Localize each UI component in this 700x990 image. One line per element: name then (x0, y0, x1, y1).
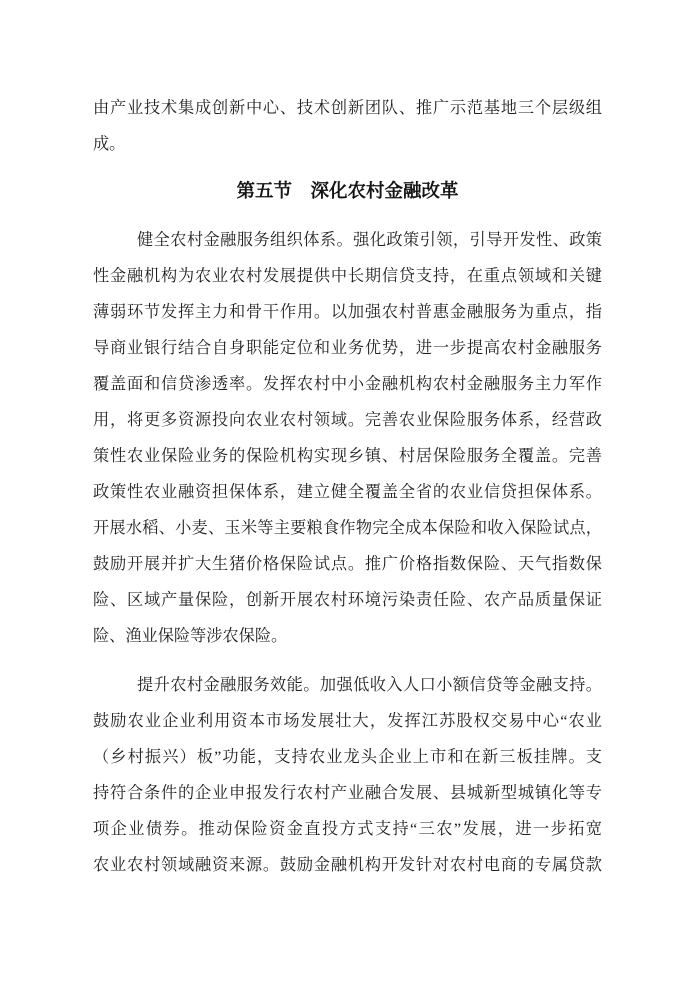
text-line: 开展水稻、小麦、玉米等主要粮食作物完全成本保险和收入保险试点， (93, 519, 602, 537)
paragraph-finance-system (93, 222, 602, 654)
text-line: 鼓励开展并扩大生猪价格保险试点。推广价格指数保险、天气指数保 (93, 555, 602, 573)
text-line: 成。 (93, 135, 126, 153)
paragraph-continuation (93, 90, 602, 162)
text-line: 覆盖面和信贷渗透率。发挥农村中小金融机构农村金融服务主力军作 (93, 375, 602, 393)
text-line: （乡村振兴）板”功能，支持农业龙头企业上市和在新三板挂牌。支 (93, 748, 602, 766)
text-line: 险、渔业保险等涉农保险。 (93, 627, 288, 645)
text-line: 导商业银行结合自身职能定位和业务优势，进一步提高农村金融服务 (93, 339, 602, 357)
text-line: 用，将更多资源投向农业农村领域。完善农业保险服务体系，经营政 (93, 411, 602, 429)
text-line: 提升农村金融服务效能。加强低收入人口小额信贷等金融支持。 (137, 676, 602, 694)
text-line: 薄弱环节发挥主力和骨干作用。以加强农村普惠金融服务为重点，指 (93, 303, 602, 321)
text-line: 项企业债券。推动保险资金直投方式支持“三农”发展，进一步拓宽 (93, 820, 602, 838)
text-line: 由产业技术集成创新中心、技术创新团队、推广示范基地三个层级组 (93, 99, 602, 117)
text-line: 政策性农业融资担保体系，建立健全覆盖全省的农业信贷担保体系。 (93, 483, 602, 501)
text-line: 持符合条件的企业申报发行农村产业融合发展、县城新型城镇化等专 (93, 784, 602, 802)
paragraph-finance-efficiency (93, 667, 602, 883)
text-line: 农业农村领域融资来源。鼓励金融机构开发针对农村电商的专属贷款 (93, 856, 602, 874)
section-heading: 第五节 深化农村金融改革 (236, 182, 459, 202)
text-line: 健全农村金融服务组织体系。强化政策引领，引导开发性、政策 (137, 231, 602, 249)
text-line: 鼓励农业企业利用资本市场发展壮大，发挥江苏股权交易中心“农业 (93, 712, 602, 730)
text-line: 性金融机构为农业农村发展提供中长期信贷支持，在重点领域和关键 (93, 267, 602, 285)
text-line: 险、区域产量保险，创新开展农村环境污染责任险、农产品质量保证 (93, 591, 602, 609)
text-line: 策性农业保险业务的保险机构实现乡镇、村居保险服务全覆盖。完善 (93, 447, 602, 465)
